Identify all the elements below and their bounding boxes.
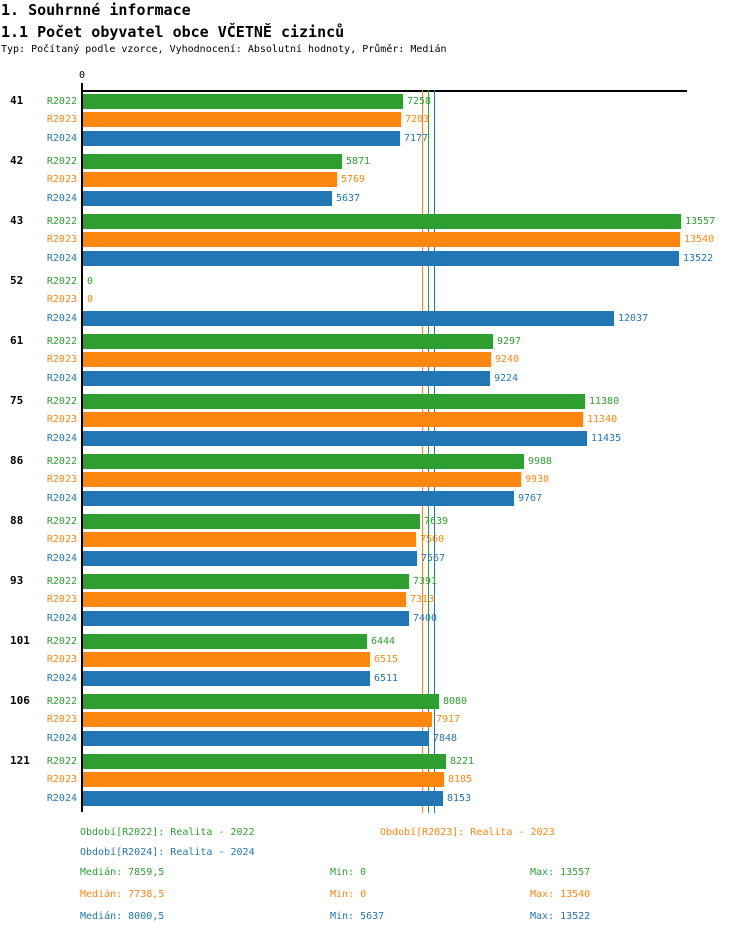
group-label: 93 [10, 574, 24, 587]
group-label: 121 [10, 754, 30, 767]
bar [83, 412, 583, 427]
series-row-label: R2022 [46, 396, 77, 407]
bar [83, 592, 406, 607]
series-row-label: R2024 [46, 253, 77, 264]
bar [83, 634, 367, 649]
bar-value-label: 7639 [424, 516, 449, 527]
stat-max-r2022: Max: 13557 [530, 867, 591, 878]
axis-tick [81, 83, 83, 90]
bar [83, 131, 400, 146]
bar [83, 191, 332, 206]
stat-max-r2023: Max: 13540 [530, 889, 591, 900]
section-title: 1. Souhrnné informace [1, 1, 191, 19]
series-row-label: R2022 [46, 336, 77, 347]
group-label: 42 [10, 154, 24, 167]
bar [83, 371, 490, 386]
indicator-subtitle: Typ: Počítaný podle vzorce, Vyhodnocení: Absolutní hodnoty, Průměr: Medián [1, 44, 447, 55]
series-row-label: R2023 [46, 294, 77, 305]
bar-value-label: 9224 [494, 373, 519, 384]
bar [83, 394, 585, 409]
series-row-label: R2023 [46, 114, 77, 125]
bar [83, 611, 409, 626]
bar-value-label: 7391 [413, 576, 438, 587]
bar-value-label: 7917 [436, 714, 461, 725]
series-row-label: R2024 [46, 493, 77, 504]
bar-value-label: 7400 [413, 613, 438, 624]
series-row-label: R2022 [46, 516, 77, 527]
stat-min-r2022: Min: 0 [330, 867, 367, 878]
bar-value-label: 0 [87, 276, 94, 287]
series-row-label: R2023 [46, 654, 77, 665]
series-row-label: R2023 [46, 594, 77, 605]
bar-value-label: 7177 [404, 133, 429, 144]
bar [83, 214, 681, 229]
bar-value-label: 7848 [433, 733, 458, 744]
stat-median-r2022: Medián: 7859,5 [80, 867, 165, 878]
group-label: 43 [10, 214, 24, 227]
bar-value-label: 7203 [405, 114, 430, 125]
axis-ruler [81, 90, 687, 92]
bar-value-label: 13540 [684, 234, 715, 245]
bar-value-label: 8221 [450, 756, 475, 767]
group-label: 52 [10, 274, 24, 287]
bar [83, 491, 514, 506]
series-row-label: R2022 [46, 756, 77, 767]
bar-value-label: 13557 [685, 216, 716, 227]
series-row-label: R2022 [46, 636, 77, 647]
bar [83, 311, 614, 326]
bar [83, 352, 491, 367]
legend-item-r2023: Období[R2023]: Realita - 2023 [380, 827, 555, 838]
bar-value-label: 0 [87, 294, 94, 305]
series-row-label: R2022 [46, 576, 77, 587]
group-label: 75 [10, 394, 24, 407]
bar [83, 172, 337, 187]
series-row-label: R2024 [46, 793, 77, 804]
bar-value-label: 12037 [618, 313, 649, 324]
bar-value-label: 6511 [374, 673, 399, 684]
bar-value-label: 9930 [525, 474, 550, 485]
series-row-label: R2024 [46, 133, 77, 144]
indicator-title: 1.1 Počet obyvatel obce VČETNĚ cizinců [1, 23, 345, 41]
series-row-label: R2023 [46, 714, 77, 725]
bar-value-label: 5769 [341, 174, 366, 185]
bar [83, 532, 416, 547]
series-row-label: R2023 [46, 414, 77, 425]
group-label: 106 [10, 694, 30, 707]
series-row-label: R2023 [46, 774, 77, 785]
bar-value-label: 8185 [448, 774, 473, 785]
bar-value-label: 11435 [591, 433, 622, 444]
bar-value-label: 8080 [443, 696, 468, 707]
bar-value-label: 7560 [420, 534, 445, 545]
bar-value-label: 7258 [407, 96, 432, 107]
bar [83, 251, 679, 266]
stat-median-r2023: Medián: 7738,5 [80, 889, 165, 900]
group-label: 61 [10, 334, 24, 347]
series-row-label: R2023 [46, 534, 77, 545]
bar [83, 112, 401, 127]
legend-item-r2024: Období[R2024]: Realita - 2024 [80, 847, 255, 858]
bar [83, 472, 521, 487]
bar-value-label: 11340 [587, 414, 618, 425]
bar [83, 694, 439, 709]
series-row-label: R2022 [46, 456, 77, 467]
bar [83, 574, 409, 589]
bar-value-label: 6444 [371, 636, 396, 647]
bar-value-label: 9767 [518, 493, 543, 504]
bar [83, 454, 524, 469]
bar-value-label: 5637 [336, 193, 361, 204]
series-row-label: R2024 [46, 313, 77, 324]
series-row-label: R2024 [46, 673, 77, 684]
bar [83, 671, 370, 686]
series-row-label: R2022 [46, 216, 77, 227]
bar [83, 652, 370, 667]
series-row-label: R2024 [46, 553, 77, 564]
bar [83, 94, 403, 109]
series-row-label: R2022 [46, 696, 77, 707]
bar-value-label: 9240 [495, 354, 520, 365]
bar-value-label: 6515 [374, 654, 399, 665]
group-label: 41 [10, 94, 24, 107]
stat-max-r2024: Max: 13522 [530, 911, 591, 922]
bar-value-label: 13522 [683, 253, 714, 264]
bar-value-label: 11380 [589, 396, 620, 407]
group-label: 88 [10, 514, 24, 527]
bar-value-label: 9297 [497, 336, 522, 347]
bar [83, 791, 443, 806]
bar-value-label: 5871 [346, 156, 371, 167]
bar [83, 514, 420, 529]
bar [83, 154, 342, 169]
group-label: 101 [10, 634, 30, 647]
series-row-label: R2022 [46, 156, 77, 167]
bar-value-label: 7567 [421, 553, 446, 564]
series-row-label: R2024 [46, 373, 77, 384]
stat-median-r2024: Medián: 8000,5 [80, 911, 165, 922]
series-row-label: R2023 [46, 354, 77, 365]
series-row-label: R2023 [46, 174, 77, 185]
bar [83, 772, 444, 787]
series-row-label: R2023 [46, 474, 77, 485]
series-row-label: R2022 [46, 96, 77, 107]
bar [83, 334, 493, 349]
bar [83, 551, 417, 566]
stat-min-r2023: Min: 0 [330, 889, 367, 900]
group-label: 86 [10, 454, 24, 467]
legend-item-r2022: Období[R2022]: Realita - 2022 [80, 827, 255, 838]
bar-value-label: 9988 [528, 456, 553, 467]
bar [83, 431, 587, 446]
bar [83, 754, 446, 769]
series-row-label: R2022 [46, 276, 77, 287]
bar [83, 232, 680, 247]
bar [83, 731, 429, 746]
series-row-label: R2024 [46, 193, 77, 204]
series-row-label: R2024 [46, 613, 77, 624]
series-row-label: R2023 [46, 234, 77, 245]
series-row-label: R2024 [46, 733, 77, 744]
axis-zero-label: 0 [78, 70, 86, 81]
bar-value-label: 8153 [447, 793, 472, 804]
stat-min-r2024: Min: 5637 [330, 911, 385, 922]
bar-value-label: 7313 [410, 594, 435, 605]
bar [83, 712, 432, 727]
series-row-label: R2024 [46, 433, 77, 444]
